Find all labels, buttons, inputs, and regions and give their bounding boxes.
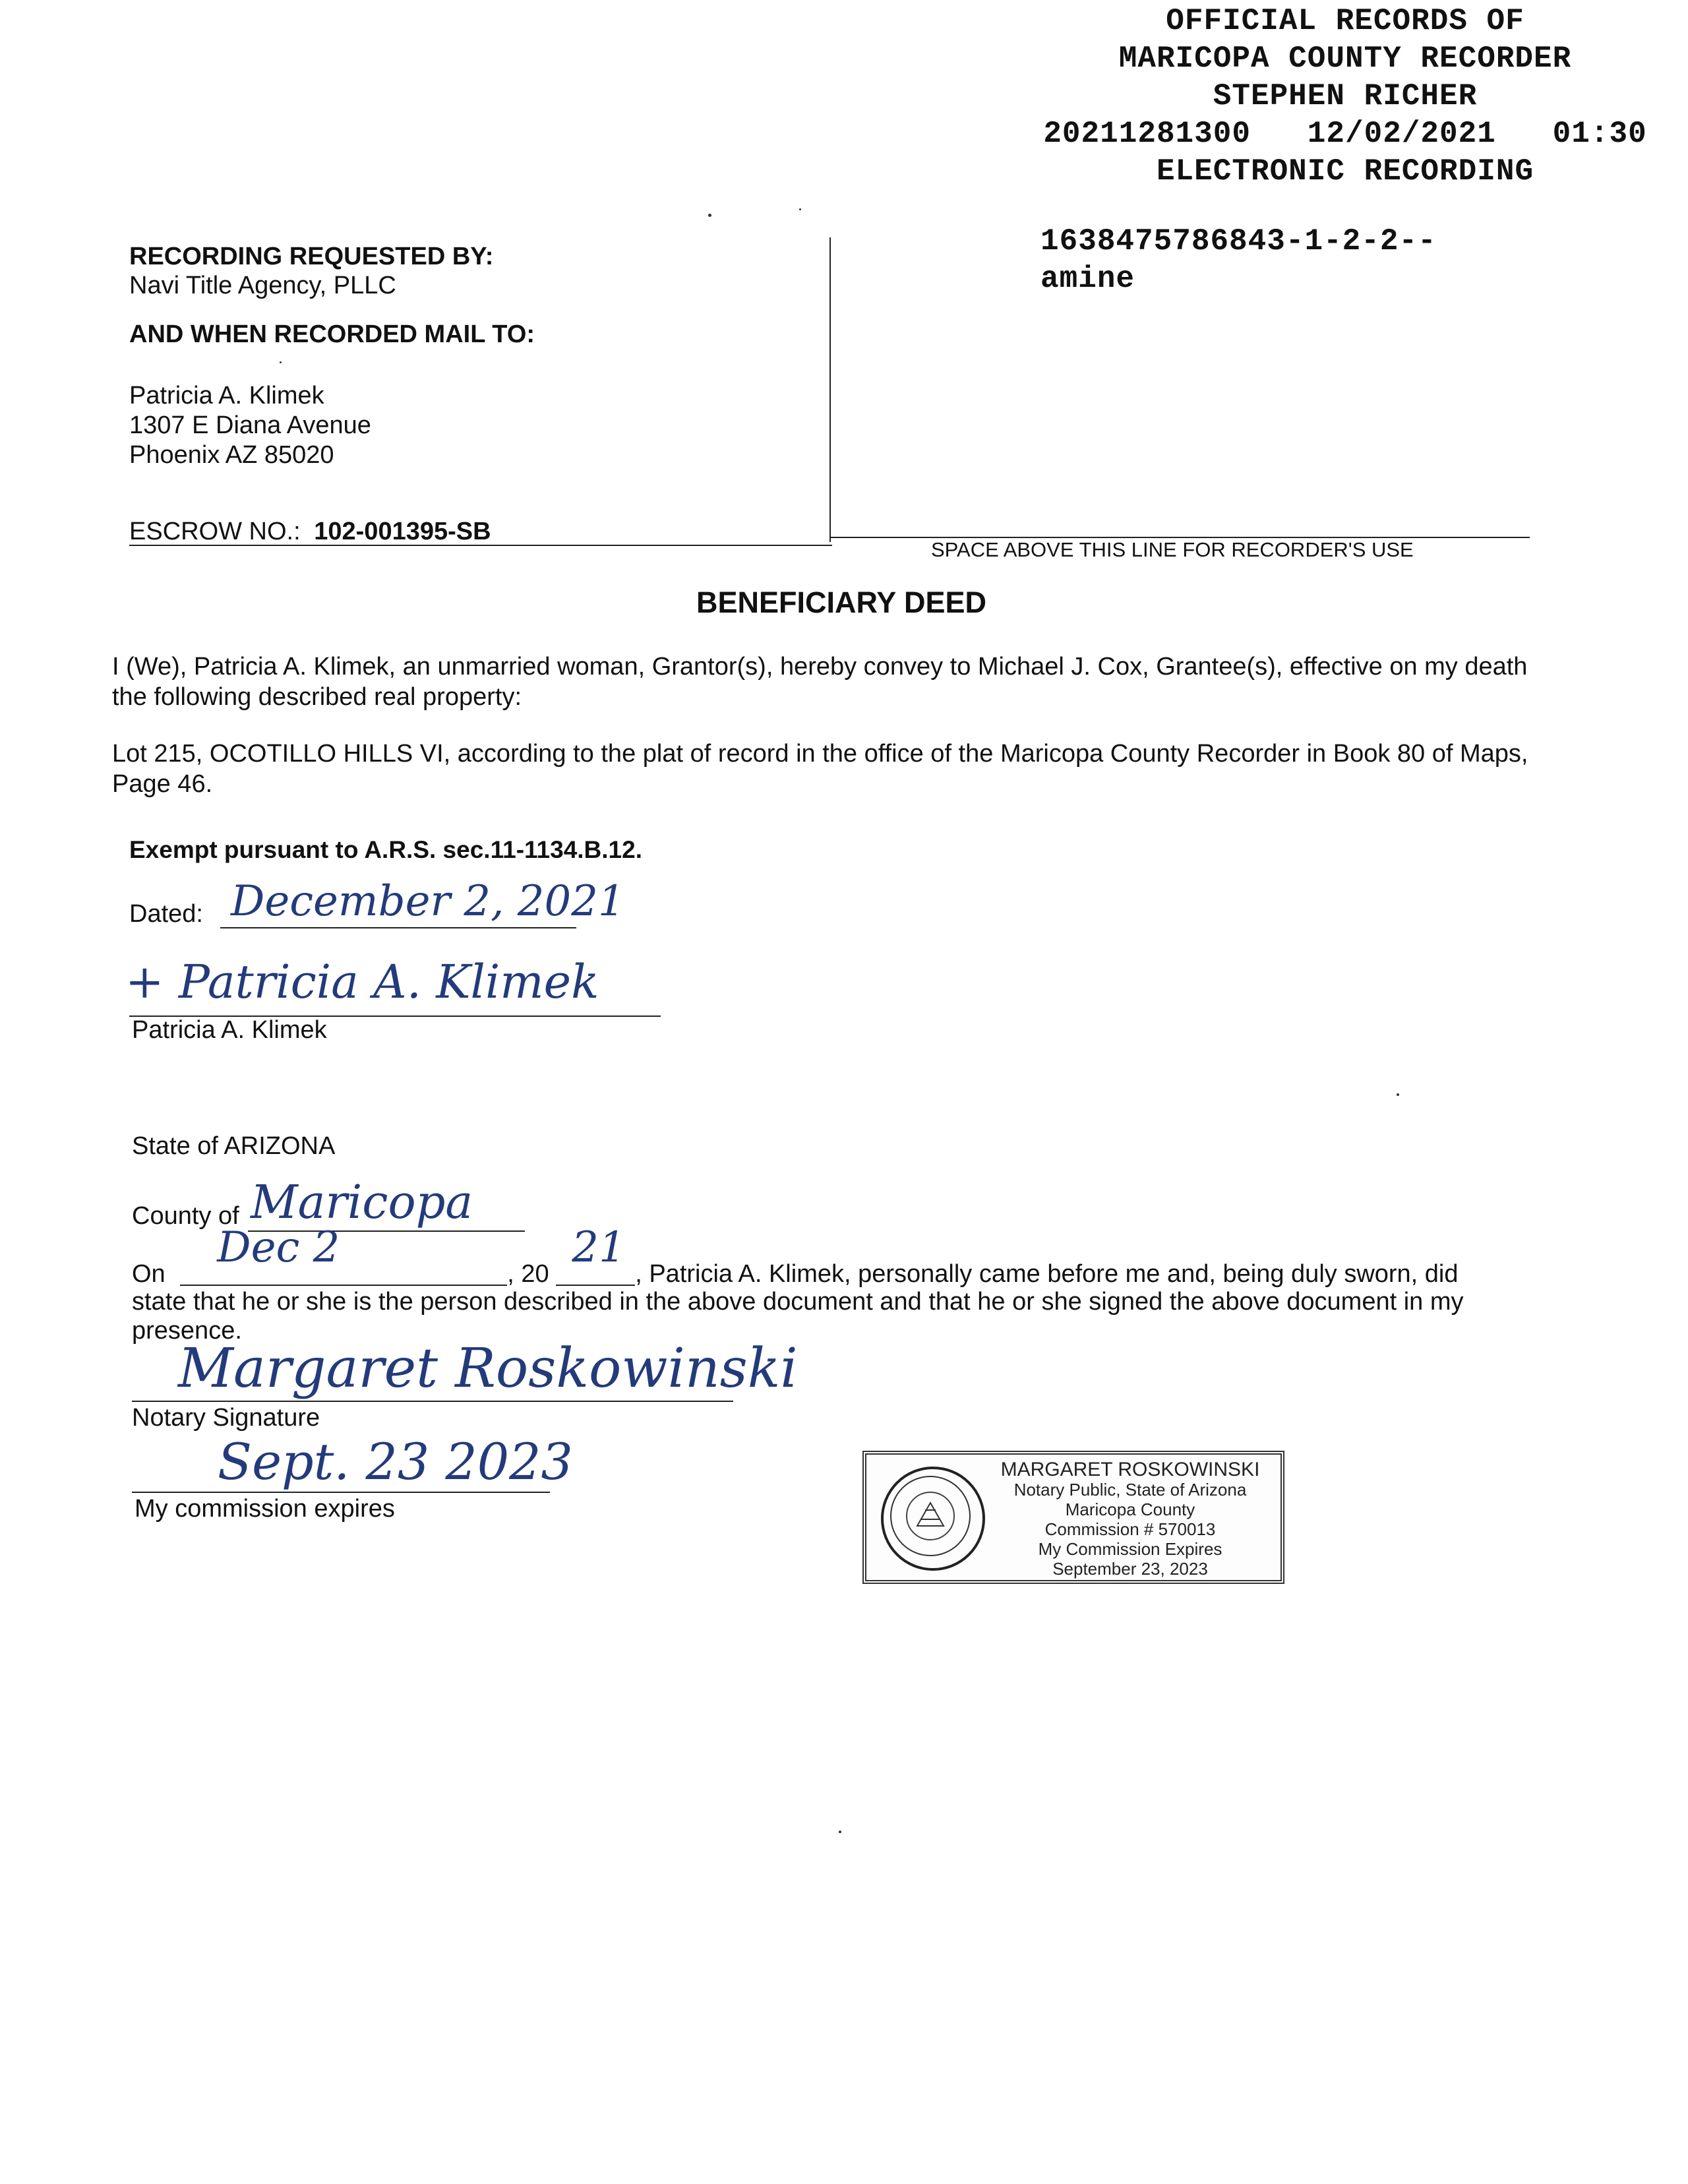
notary-stamp: [862, 1451, 1284, 1584]
scan-speck: [1397, 1093, 1399, 1096]
notary-year-handwritten: 21: [572, 1223, 626, 1272]
notary-signature-line: [132, 1401, 733, 1402]
mail-to-label: AND WHEN RECORDED MAIL TO:: [129, 320, 535, 348]
notary-date-blank: [180, 1223, 507, 1286]
stamp-name: MARGARET ROSKOWINSKI: [1000, 1459, 1260, 1480]
document-title-text: BENEFICIARY DEED: [696, 586, 987, 619]
notary-statement-rest: state that he or she is the person described in the above document and that he or she signed the above document in my presence.: [132, 1288, 1464, 1345]
recorder-space-note: SPACE ABOVE THIS LINE FOR RECORDER'S USE: [931, 538, 1414, 561]
requested-by-value: Navi Title Agency, PLLC: [129, 272, 396, 299]
stamp-expires-date: September 23, 2023: [1052, 1559, 1208, 1579]
escrow-underline: [129, 545, 832, 546]
requested-by-block: [129, 243, 493, 301]
conveyance-paragraph: I (We), Patricia A. Klimek, an unmarried woman, Grantor(s), hereby convey to Michael J. Cox, Grantee(s), effective on my death the following described real property:: [112, 653, 1528, 711]
mail-to-address1: 1307 E Diana Avenue: [129, 411, 371, 439]
stamp-county: Maricopa County: [1065, 1500, 1195, 1519]
scan-speck: [839, 1831, 841, 1833]
notary-county-label: County of: [132, 1202, 239, 1230]
notary-year-blank: [556, 1223, 635, 1286]
commission-line: [132, 1492, 550, 1493]
recorder-header-line3: STEPHEN RICHER: [1213, 79, 1478, 113]
notary-statement-line1: [132, 1223, 1569, 1289]
dated-label: Dated:: [129, 900, 203, 928]
scan-speck: [280, 361, 282, 363]
mail-to-address2: Phoenix AZ 85020: [129, 441, 334, 469]
recorder-header-line2: MARICOPA COUNTY RECORDER: [1118, 42, 1572, 76]
requested-by-label: RECORDING REQUESTED BY:: [129, 243, 494, 270]
notary-year-prefix: , 20: [507, 1260, 549, 1288]
recorder-header-line5: ELECTRONIC RECORDING: [1156, 154, 1534, 189]
recorder-header-line1: OFFICIAL RECORDS OF: [1166, 4, 1524, 38]
notary-date-handwritten: Dec 2: [217, 1223, 340, 1272]
dated-handwritten: December 2, 2021: [231, 877, 625, 926]
notary-county-handwritten: Maricopa: [251, 1175, 473, 1229]
dated-line: [220, 927, 576, 928]
recorder-header: [1015, 3, 1675, 191]
recording-id-line2: amine: [1040, 262, 1135, 296]
escrow-number: 102-001395-SB: [314, 518, 491, 545]
escrow-line: [129, 517, 491, 547]
property-description: Lot 215, OCOTILLO HILLS VI, according to the plat of record in the office of the Maricopa County Recorder in Book 80 of Maps, Page 46.: [112, 740, 1528, 798]
commission-label: My commission expires: [135, 1495, 395, 1523]
recording-id: [1040, 223, 1437, 298]
grantor-printed-name: Patricia A. Klimek: [132, 1016, 327, 1044]
header-divider-vertical: [829, 237, 831, 542]
state-seal-icon: [881, 1467, 985, 1571]
notary-signature: Margaret Roskowinski: [178, 1337, 798, 1400]
notary-state: State of ARIZONA: [132, 1132, 336, 1160]
commission-handwritten: Sept. 23 2023: [218, 1432, 573, 1491]
recorder-header-line4: 20211281300 12/02/2021 01:30: [1043, 117, 1647, 151]
scan-speck: [799, 208, 801, 210]
stamp-commission: Commission # 570013: [1044, 1519, 1216, 1539]
document-title: [0, 586, 1688, 620]
notary-on-label: On: [132, 1260, 166, 1288]
exempt-statement: Exempt pursuant to A.R.S. sec.11-1134.B.12.: [129, 836, 642, 863]
notary-statement-line1-end: , Patricia A. Klimek, personally came before me and, being duly sworn, did: [635, 1260, 1459, 1288]
escrow-label: ESCROW NO.:: [129, 518, 301, 545]
mail-to-name: Patricia A. Klimek: [129, 382, 324, 410]
grantor-signature: + Patricia A. Klimek: [125, 955, 599, 1009]
notary-stamp-text: [985, 1460, 1275, 1579]
stamp-title: Notary Public, State of Arizona: [1013, 1480, 1247, 1500]
scan-speck: [708, 214, 711, 217]
stamp-expires-label: My Commission Expires: [1038, 1539, 1222, 1559]
recording-id-line1: 1638475786843-1-2-2--: [1040, 224, 1437, 258]
mail-to-address: [129, 381, 371, 470]
notary-signature-label: Notary Signature: [132, 1404, 320, 1432]
